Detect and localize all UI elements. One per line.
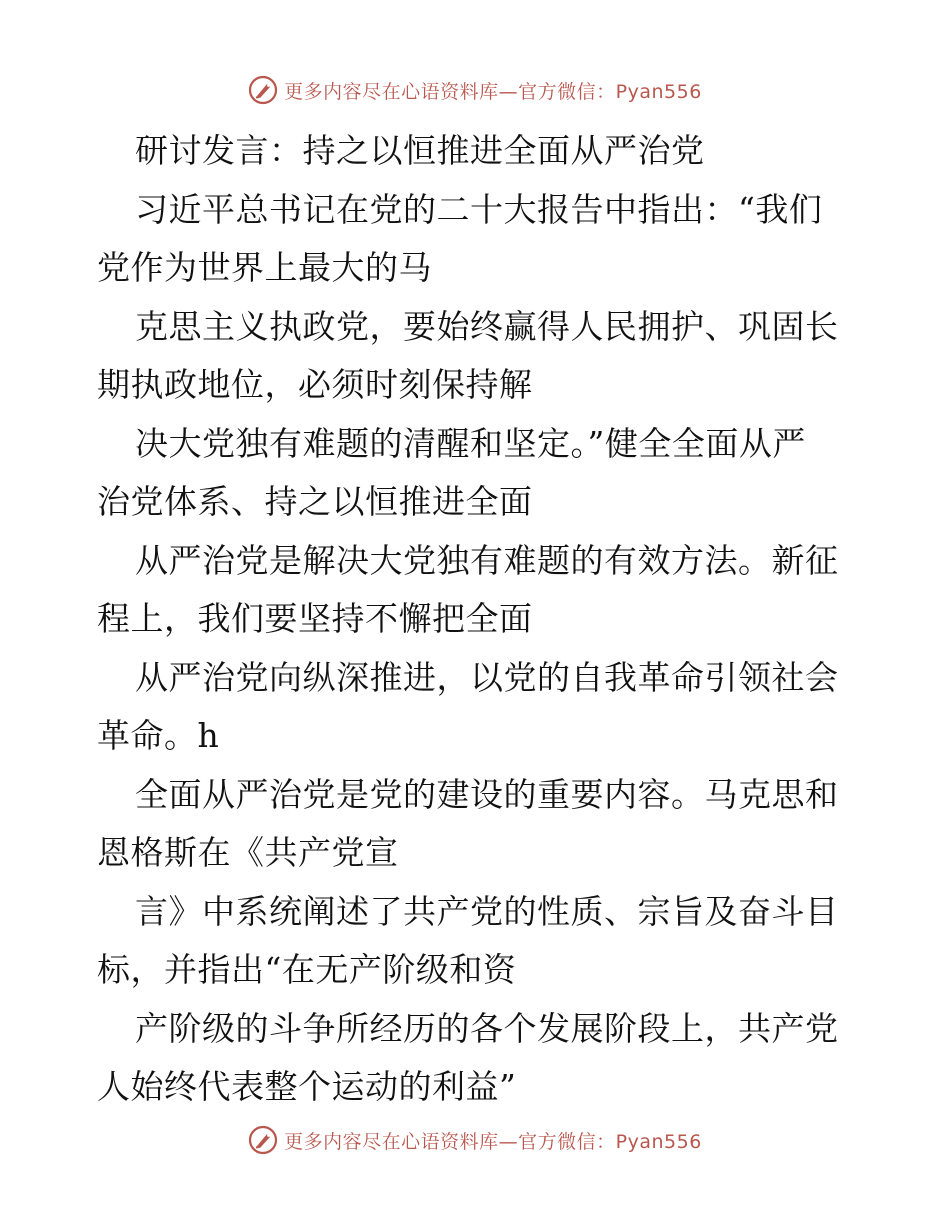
pen-nib-circle-icon: [248, 75, 278, 105]
pen-nib-circle-icon: [248, 1125, 278, 1155]
footer-watermark: [0, 1120, 950, 1160]
paragraph-line: 习近平总书记在党的二十大报告中指出：“我们: [135, 189, 823, 229]
paragraph-line: 克思主义执政党，要始终赢得人民拥护、巩固长: [135, 306, 839, 346]
paragraph-line: 治党体系、持之以恒推进全面: [97, 482, 533, 521]
paragraph-line: 程上，我们要坚持不懈把全面: [97, 599, 533, 638]
paragraph-line: 从严治党是解决大党独有难题的有效方法。新征: [135, 540, 839, 580]
header-watermark-text: 更多内容尽在心语资料库—官方微信：Pyan556: [284, 80, 702, 103]
paragraph-line: 恩格斯在《共产党宣: [97, 833, 399, 872]
paragraph-line: 从严治党向纵深推进，以党的自我革命引领社会: [135, 657, 839, 697]
paragraph-line: 党作为世界上最大的马: [97, 248, 432, 287]
header-watermark: [0, 70, 950, 110]
footer-watermark-text: 更多内容尽在心语资料库—官方微信：Pyan556: [284, 1130, 702, 1153]
document-body: [97, 122, 857, 1117]
paragraph-line: 革命。h: [97, 716, 220, 755]
paragraph-line: 言》中系统阐述了共产党的性质、宗旨及奋斗目: [135, 891, 839, 931]
paragraph-line: 产阶级的斗争所经历的各个发展阶段上，共产党: [135, 1008, 839, 1048]
paragraph-line: 人始终代表整个运动的利益”: [97, 1067, 517, 1106]
document-title: 研讨发言：持之以恒推进全面从严治党: [135, 131, 705, 170]
paragraph-line: 标，并指出“在无产阶级和资: [97, 950, 517, 989]
paragraph-line: 全面从严治党是党的建设的重要内容。马克思和: [135, 774, 839, 814]
paragraph-line: 决大党独有难题的清醒和坚定。”健全全面从严: [135, 423, 806, 463]
paragraph-line: 期执政地位，必须时刻保持解: [97, 365, 533, 404]
